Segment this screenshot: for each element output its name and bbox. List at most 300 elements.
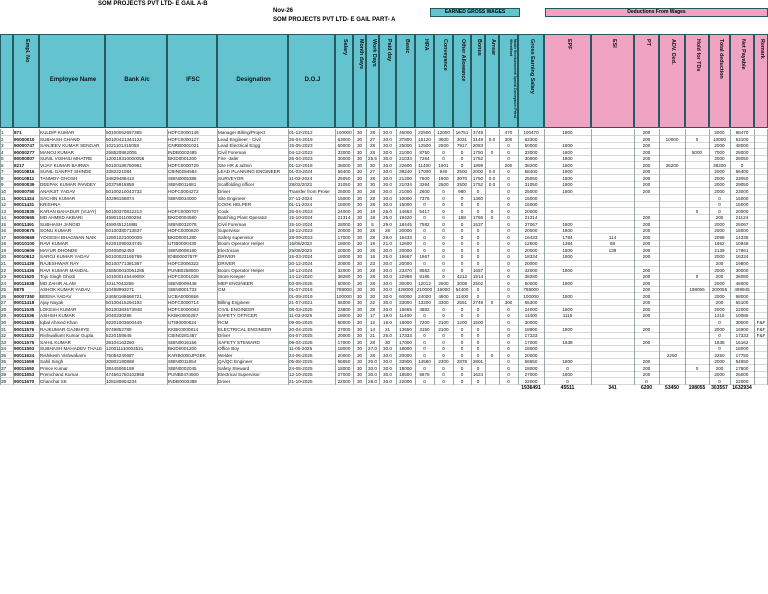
cell-mobile_reimb: 0	[507, 234, 510, 240]
cell-sr: 19	[1, 247, 7, 253]
cell-designation: SURVEYOR	[218, 175, 244, 181]
cell-designation: RCM	[218, 319, 229, 325]
cell-hra: 0	[423, 378, 426, 384]
cell-bank_ac: 9749852789	[106, 326, 132, 332]
cell-other_allowance: 0	[460, 267, 464, 273]
cell-designation: Supervisor	[218, 228, 240, 234]
cell-work_days: 30.0	[368, 365, 377, 371]
cell-hra: 0	[423, 241, 426, 247]
cell-doj: 26-04-2019	[289, 136, 313, 142]
cell-designation: Store Keeper	[218, 274, 246, 280]
cell-employee_name: RAJESHWAR RAY	[40, 261, 80, 266]
cell-pt: 200	[642, 188, 651, 194]
cell-conveyance: 940	[439, 169, 448, 175]
header-cell-doj	[288, 34, 335, 128]
cell-emp_no: 90000665	[14, 215, 35, 221]
cell-bank_ac: 108180804234	[106, 378, 137, 384]
cell-bank_ac: 50100052657365	[106, 130, 142, 135]
cell-net_payable: 55100	[735, 300, 749, 306]
cell-net_payable: 22000	[735, 378, 749, 384]
cell-pt: 200	[642, 254, 651, 260]
cell-other_allowance: 0	[460, 254, 464, 260]
header-label-work_days: Work Days	[370, 39, 377, 67]
cell-total_deduction: 200	[715, 261, 724, 266]
cell-designation: Electrician	[218, 247, 240, 253]
cell-net_payable: 38080	[735, 274, 749, 280]
cell-other_allowance: 0	[460, 241, 464, 247]
cell-sr: 26	[1, 293, 7, 299]
cell-net_payable: 17750	[735, 352, 749, 358]
cell-epf: 1800	[562, 149, 573, 155]
cell-salary: 22000	[337, 378, 351, 384]
header-label-basic: Basic	[403, 39, 410, 54]
cell-hra: 7200	[419, 319, 430, 325]
cell-arrear: 0.0	[488, 136, 496, 142]
cell-emp_no: 90011520	[14, 274, 35, 280]
cell-salary: 20000	[337, 228, 351, 234]
cell-epf: 1800	[562, 372, 573, 378]
cell-total_deduction: 200	[715, 365, 724, 371]
cell-conveyance: 0	[442, 339, 445, 345]
cell-work_days: 19	[369, 241, 376, 247]
cell-emp_no: 90010609	[14, 247, 35, 253]
cell-salary: 56650	[337, 359, 351, 365]
deductions-group: Deductions From Wages	[545, 8, 768, 17]
cell-basic: 22000	[399, 378, 412, 384]
cell-basic: 20000	[399, 352, 412, 358]
cell-gross_earning: 20000	[524, 352, 538, 358]
cell-salary: 38280	[337, 274, 351, 280]
cell-employee_name: SONU KUMAR	[40, 228, 72, 234]
cell-hra: 0	[423, 365, 426, 371]
header-label-gross_earning: Gross Earning Salary	[529, 39, 535, 94]
cell-gross_earning: 25050	[524, 175, 538, 181]
cell-salary: 20000	[337, 352, 351, 358]
cell-epf: 1800	[562, 130, 573, 135]
cell-salary: 18000	[337, 365, 351, 371]
cell-ifsc: INDB0002485	[168, 149, 197, 155]
cell-conveyance: 2100	[438, 319, 449, 325]
cell-bonus: 3149	[472, 136, 484, 142]
cell-ifsc: SBIN0002045	[168, 365, 197, 371]
cell-employee_name: Rishwalkant Kumar Gupta	[40, 333, 94, 339]
cell-net_payable: 56400	[735, 169, 749, 175]
cell-epf: 1638	[562, 339, 573, 345]
cell-net_payable: 0	[740, 162, 744, 168]
cell-other_allowance: 0	[460, 221, 464, 227]
cell-conveyance: 0	[442, 215, 445, 221]
cell-bank_ac: 5220158645	[106, 333, 132, 339]
cell-bank_ac: 92201003600449	[106, 319, 142, 325]
cell-remark: F&F	[756, 326, 766, 332]
cell-doj: 14-12-2020	[289, 274, 313, 280]
cell-basic: 16665	[399, 306, 412, 312]
cell-designation: QA/QC Engineer	[218, 359, 253, 365]
cell-salary: 100000	[336, 293, 352, 299]
cell-work_days: 23	[369, 261, 376, 266]
cell-doj: 18-12-2024	[289, 267, 313, 273]
cell-total_deduction: 2000	[714, 175, 725, 181]
cell-basic: 15000	[399, 202, 412, 208]
cell-ifsc: SBIN0032078	[168, 221, 197, 227]
cell-ifsc: SBIN0011681	[168, 182, 197, 188]
cell-sr: 20	[1, 254, 7, 260]
header-cell-conveyance	[434, 34, 453, 128]
cell-sr: 2	[1, 136, 4, 142]
column-divider	[434, 129, 435, 385]
cell-salary: 20000	[337, 261, 351, 266]
cell-designation: Civil Foreman	[218, 149, 247, 155]
cell-month_days: 30	[356, 202, 363, 208]
cell-mobile_reimb: 0	[507, 378, 510, 384]
cell-month_days: 30	[356, 306, 363, 312]
cell-bank_ac: 45904512189B	[106, 221, 138, 227]
cell-month_days: 30	[356, 241, 363, 247]
cell-esi: 114	[608, 234, 617, 240]
cell-mobile_reimb: 0	[507, 221, 510, 227]
cell-pt: 200	[642, 182, 651, 188]
cell-gross_earning: 38200	[524, 162, 538, 168]
cell-salary: 50000	[337, 319, 351, 325]
cell-mobile_reimb: 0	[507, 359, 510, 365]
cell-pt: 200	[642, 326, 651, 332]
cell-epf: 1800	[562, 162, 573, 168]
cell-designation: MEP ENGINEER	[218, 280, 254, 286]
cell-net_payable: 17800	[735, 365, 749, 371]
cell-work_days: 27	[369, 136, 376, 142]
cell-ifsc: IDIB0000757F	[168, 254, 198, 260]
cell-gross_earning: 18334	[524, 254, 538, 260]
cell-ifsc: UCBA0000656	[168, 293, 199, 299]
header-label-mobile_reimb: Mobile Reimbursement/ Special Conveyance /Petrol/ Wheel/food	[509, 39, 517, 119]
cell-bank_ac: 50100383573948	[106, 306, 142, 312]
cell-designation: Civil Foreman	[218, 221, 247, 227]
cell-total_deduction: 2000	[714, 293, 725, 299]
cell-net_payable: 23000	[735, 188, 749, 194]
cell-designation: Scaffolding officer	[218, 182, 255, 188]
cell-paid_day: 30.0	[383, 274, 392, 280]
cell-designation: Driver	[218, 188, 231, 194]
cell-employee_name: YOGESH BHAGWAN NAIK	[40, 234, 97, 240]
cell-salary: 100000	[336, 130, 352, 135]
cell-gross_earning: 18000	[524, 346, 538, 352]
cell-other_allowance: 7917	[456, 143, 468, 149]
cell-bonus: 0	[476, 261, 480, 266]
cell-hra: 8750	[419, 149, 430, 155]
cell-doj: 09-04-2025	[289, 339, 313, 345]
cell-employee_name: SUNIL VISHNU MHATRE	[40, 156, 93, 162]
cell-month_days: 30	[356, 261, 363, 266]
cell-employee_name: VIJAY KUMAR BAIRWA	[40, 162, 90, 168]
column-divider	[39, 129, 40, 385]
cell-pt: 200	[642, 169, 651, 175]
cell-employee_name: MAYUR DHONDE	[40, 247, 78, 253]
cell-mobile_reimb: 0	[507, 346, 510, 352]
cell-total_deduction: 2000	[714, 254, 725, 260]
cell-ifsc: CNRB0001021	[168, 143, 199, 149]
cell-bonus: 1624	[472, 372, 484, 378]
cell-bank_ac: 50100370812213	[106, 208, 142, 214]
cell-bonus: 0	[476, 346, 480, 352]
cell-sr: 34	[1, 346, 7, 352]
cell-paid_day: 30	[384, 339, 391, 345]
cell-epf: 1800	[562, 359, 573, 365]
cell-designation: SAFETY OFFICER	[218, 313, 258, 319]
cell-sr: 7	[1, 169, 4, 175]
cell-hra: 3150	[419, 326, 430, 332]
cell-month_days: 30	[356, 221, 363, 227]
cell-ifsc: PUNB0258500	[168, 267, 199, 273]
cell-other_allowance: 2500	[456, 169, 468, 175]
cell-hra: 2600	[419, 188, 430, 194]
cell-bonus: 1360	[472, 195, 484, 201]
cell-total_deduction: 2000	[714, 280, 725, 286]
cell-month_days: 30	[356, 359, 363, 365]
column-divider	[415, 129, 416, 385]
cell-paid_day: 29.0	[383, 221, 392, 227]
cell-employee_name: RAVI KUMAR	[40, 241, 69, 247]
cell-gross_earning: 788000	[523, 287, 539, 293]
cell-mobile_reimb: 0	[507, 339, 510, 345]
cell-other_allowance: 3031	[456, 136, 468, 142]
column-divider	[167, 129, 168, 385]
cell-ifsc: HDFC0006322	[168, 261, 199, 266]
cell-salary: 25050	[337, 175, 351, 181]
cell-paid_day: 30.0	[383, 188, 392, 194]
header-cell-other_allowance	[453, 34, 471, 128]
cell-doj: 03-08-2025	[289, 280, 313, 286]
cell-net_payable: 21124	[735, 215, 749, 221]
cell-emp_no: 90011659	[14, 359, 35, 365]
cell-gross_earning: 32000	[524, 267, 538, 273]
cell-hra: 0	[423, 215, 426, 221]
cell-net_payable: 98470	[735, 130, 749, 135]
cell-mobile_reimb: 0	[507, 352, 510, 358]
header-cell-remark	[754, 34, 768, 128]
header-label-salary: Salary	[342, 39, 348, 56]
cell-doj: 21-07-2021	[289, 300, 313, 306]
cell-employee_name: Tojo Singh Ghotti	[40, 274, 75, 280]
cell-conveyance: 2500	[438, 143, 449, 149]
cell-salary: 63000	[337, 136, 351, 142]
cell-paid_day: 26.0	[383, 333, 392, 339]
cell-ifsc: HDFC0000714	[168, 300, 199, 306]
cell-epf: 1800	[562, 293, 573, 299]
cell-basic: 21034	[399, 182, 412, 188]
cell-esi: 139	[608, 247, 617, 253]
header-cell-hold_tds	[685, 34, 709, 128]
cell-other_allowance: 3008	[456, 280, 468, 286]
cell-other_allowance: 0	[460, 339, 464, 345]
cell-employee_name: SUBHASH JANGID	[40, 221, 81, 227]
column-divider	[217, 129, 218, 385]
cell-month_days: 30	[356, 267, 363, 273]
cell-mobile_reimb: 0	[507, 149, 510, 155]
cell-ifsc: UTIB0000430	[168, 241, 197, 247]
column-divider	[544, 129, 545, 385]
cell-net_payable: 98000	[735, 293, 749, 299]
cell-arrear: 0	[490, 208, 494, 214]
cell-bank_ac: 3382221084	[106, 169, 132, 175]
cell-paid_day: 25.0	[383, 254, 392, 260]
cell-work_days: 28	[369, 234, 376, 240]
cell-bank_ac: 50100023165789	[106, 254, 142, 260]
cell-month_days: 30	[356, 156, 363, 162]
cell-paid_day: 18.0	[383, 319, 392, 325]
cell-conveyance: 0	[442, 221, 445, 227]
cell-doj: 24-06-2025	[289, 352, 313, 358]
cell-total_deduction: 2000	[714, 359, 725, 365]
cell-salary: 28000	[337, 221, 351, 227]
cell-total_deduction: 200	[715, 215, 724, 221]
cell-pt: 200	[642, 136, 651, 142]
cell-basic: 16667	[399, 254, 412, 260]
cell-paid_day: 30.0	[383, 136, 392, 142]
cell-employee_name: KRISHNA	[40, 202, 61, 208]
cell-net_payable: 48000	[735, 143, 749, 149]
cell-conveyance: 0	[442, 306, 445, 312]
cell-bank_ac: 30802180868	[106, 359, 135, 365]
cell-bonus: 1899	[472, 162, 484, 168]
cell-designation: LEAD PLANNING ENGINEER	[218, 169, 281, 175]
cell-hra: 13200	[418, 300, 431, 306]
cell-pt: 200	[642, 280, 651, 286]
cell-ifsc: CBIN0281487	[168, 333, 197, 339]
cell-epf: 1115	[562, 313, 573, 319]
cell-work_days: 28	[369, 352, 376, 358]
cell-month_days: 30	[356, 130, 363, 135]
cell-salary: 17000	[337, 234, 351, 240]
cell-mobile_reimb: 200	[504, 162, 513, 168]
cell-hold_tds: 0	[695, 365, 699, 371]
cell-doj: 01-12-2018	[289, 162, 313, 168]
cell-arrear: 0.0	[488, 182, 496, 188]
cell-gross_earning: 17000	[524, 339, 538, 345]
cell-pt: 200	[642, 221, 651, 227]
cell-ifsc: HDFC0001028	[168, 274, 199, 280]
cell-bonus: 0	[476, 228, 480, 234]
cell-gross_earning: 55300	[524, 300, 538, 306]
cell-employee_name: SUBHASH CHAND	[40, 136, 80, 142]
cell-net_payable: 10948	[735, 241, 749, 247]
cell-emp_no: 90011535	[14, 306, 35, 312]
cell-net_payable: 15000	[735, 202, 749, 208]
cell-emp_no: 90000750	[14, 188, 35, 194]
cell-hra: 12500	[418, 143, 431, 149]
header-cell-adv_ded	[659, 34, 685, 128]
header-cell-bank_ac	[105, 34, 167, 128]
cell-paid_day: 30.0	[383, 293, 392, 299]
header-label-paid_day: Paid day	[385, 39, 392, 62]
cell-salary: 21314	[337, 215, 351, 221]
cell-other_allowance: 3070	[456, 175, 468, 181]
cell-esi: 88	[609, 241, 616, 247]
cell-sr: 5	[1, 156, 4, 162]
cell-total_deduction: 2000	[714, 267, 725, 273]
cell-hra: 3264	[419, 182, 430, 188]
cell-bonus: 0	[476, 352, 480, 358]
cell-conveyance: 16000	[437, 287, 450, 293]
cell-total_deduction: 1652	[714, 241, 725, 247]
cell-paid_day: 30.0	[383, 267, 392, 273]
cell-designation: GM	[218, 287, 226, 293]
cell-sr: 14	[1, 215, 7, 221]
cell-employee_name: SANJEEV KUMAR SENGAR	[40, 143, 100, 149]
cell-other_allowance: 2500	[456, 182, 468, 188]
cell-mobile_reimb: 0	[507, 169, 510, 175]
cell-doj: 20-12-2024	[289, 261, 313, 266]
cell-conveyance: 0	[442, 195, 445, 201]
cell-doj: 18-12-2023	[289, 228, 313, 234]
header-label-hra: HRA	[422, 39, 429, 51]
cell-salary: 25000	[337, 188, 351, 194]
cell-sr: 23	[1, 274, 7, 280]
cell-adv_ded: 2250	[666, 352, 678, 358]
cell-bonus: 0	[476, 234, 480, 240]
cell-designation: Fire -Jaler	[218, 156, 239, 162]
cell-doj: 01-09-2019	[289, 293, 313, 299]
cell-ifsc: SBIN0001733	[168, 287, 197, 293]
cell-total_deduction: 10000	[713, 136, 726, 142]
cell-bank_ac: 24650168666721	[106, 293, 142, 299]
cell-ifsc: HDFC0004272	[168, 188, 199, 194]
cell-conveyance: 0	[442, 378, 445, 384]
header-label-epf: EPF	[565, 39, 572, 50]
column-divider	[0, 129, 1, 385]
cell-mobile_reimb: 0	[507, 156, 510, 162]
cell-basic: 16433	[399, 234, 412, 240]
cell-hra: 0	[423, 313, 426, 319]
cell-basic: 18000	[399, 319, 412, 325]
cell-sr: 9	[1, 182, 4, 188]
cell-arrear: 0.0	[488, 175, 496, 181]
cell-salary: 18000	[337, 254, 351, 260]
total-esi: 341	[608, 385, 617, 392]
cell-bonus: 1752	[472, 156, 484, 162]
cell-basic: 11400	[399, 313, 412, 319]
cell-hold_tds: 5000	[691, 149, 703, 155]
cell-conveyance: 4800	[438, 293, 449, 299]
cell-paid_day: 30.0	[383, 300, 392, 306]
cell-salary: 31050	[337, 182, 351, 188]
column-divider	[754, 129, 755, 385]
cell-gross_earning: 38280	[524, 274, 538, 280]
cell-salary: 33000	[337, 149, 351, 155]
cell-designation: Electrical Supervisor	[218, 372, 260, 378]
cell-month_days: 30	[356, 143, 363, 149]
cell-salary: 20000	[337, 333, 351, 339]
earned-gross-wages-group: EARNED GROSS WAGES	[430, 8, 520, 17]
cell-emp_no: 90011650	[14, 365, 35, 371]
cell-other_allowance: 0	[460, 346, 464, 352]
cell-conveyance: 0	[442, 149, 445, 155]
cell-other_allowance: 0	[460, 228, 464, 234]
cell-mobile_reimb: 0	[507, 254, 510, 260]
cell-sr: 31	[1, 326, 7, 332]
cell-doj: 12-10-2025	[289, 372, 313, 378]
cell-other_allowance: 2878	[456, 359, 468, 365]
cell-bonus: 2083	[472, 143, 484, 149]
cell-basic: 14663	[399, 208, 412, 214]
cell-emp_no: 90007350	[14, 293, 35, 299]
cell-salary: 38000	[337, 162, 351, 168]
cell-salary: 32000	[337, 267, 351, 273]
cell-work_days: 30.0	[368, 359, 377, 365]
cell-bank_ac: 33117043266	[106, 280, 134, 286]
cell-paid_day: 30.0	[383, 175, 392, 181]
header-cell-paid_day	[379, 34, 396, 128]
cell-bonus: 1766	[472, 215, 484, 221]
